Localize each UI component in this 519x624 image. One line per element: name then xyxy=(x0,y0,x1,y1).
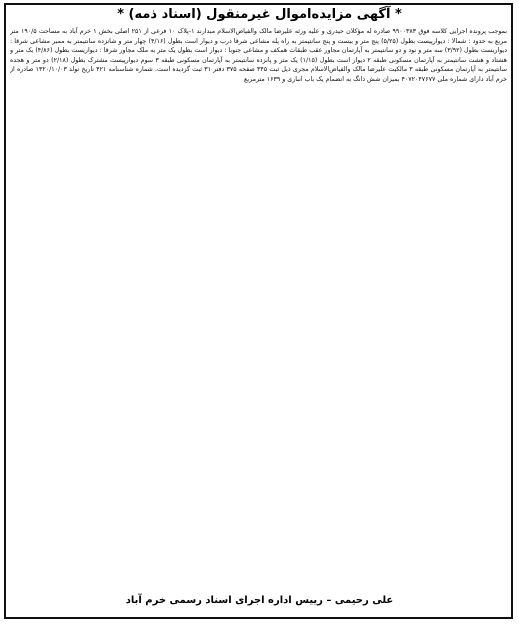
notice-body-text: بموجب پرونده اجرایی کلاسه فوق ۹۹۰۰۳۸۳ صادره له مؤکلان حیدری و علیه ورثه علیرضا مالک والفیاض‌الاسلام مبدارند ۱-پلاک ۱۰ فرعی از ۲۵۱ اصلی بخش ۱ خرم آباد به مساحت ۱۹۰/۵ متر مربع به حدود : شمالا : دیوارپیست بطول (۵/۲۵) پنج متر و بیست و پنج سانتیمتر به راه پله مشاعی شرقا درب و دیوار است بطول (۴/۱۶) چهار متر و شانزده سانتیمتر به ممبر مشاعی شرقا : دیواریست بطول (۳/۹۲) سه متر و نود و دو سانتیمتر به آپارتمان مجاور عقب طبقات همکف و مشاعی جنوبا : دیوار است بطول یک متر به ملک مجاور شرقا : دیواریست بطول (۴/۸۶) یک متر و هشتاد و هشت سانتیمتر به آپارتمان مسکونی طبقه ۲ دیوار است بطول (۱/۱۵) یک متر و پانزده سانتیمتر به آپارتمان مسکونی طبقه ۳ سوم دیوارپیست مشترک بطول (۲/۱۸) دو متر و هجده سانتیمتر به آپارتمان مسکونی طبقه ۳ مالکیت علیرضا مالک والفیاض‌الاسلام مجری ذیل ثبت ۳۴۵ صفحه ۳۷۵ دفتر ۳۱ ثبت گردیده است. شماره شناسنامه ۴۲۱ تاریخ تولد ۱۳۲۰/۱۰/۰۳ صادره از خرم آباد دارای شماره ملی ۴۰۷۲۰۴۷۶۷۷ بمیزان شش دانگ به انضمام یک باب انباری و ۱۶۳۹ مترمربع xyxy=(10,28,507,83)
notice-title: * آگهی مزایده‌اموال غیرمنقول (اسناد ذمه) * xyxy=(117,7,402,22)
notice-body xyxy=(10,27,507,582)
notice-signature: علی رحیمی – رییس اداره اجرای اسناد رسمی خرم آباد xyxy=(125,595,394,606)
